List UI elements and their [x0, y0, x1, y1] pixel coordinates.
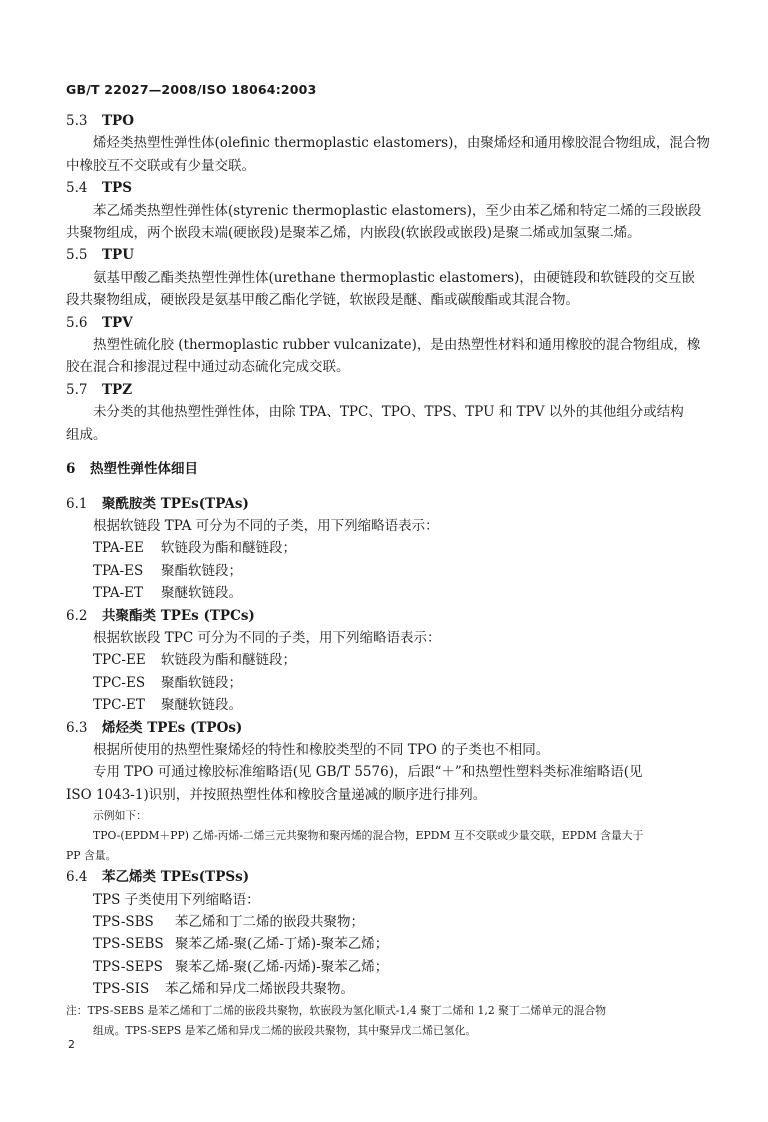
section-number: 5.3 [66, 113, 88, 129]
section-6-1-heading [66, 493, 698, 515]
abbreviation-item [66, 978, 698, 1000]
abbreviation: TPS-SEBS [93, 936, 164, 953]
abbreviation-item [66, 649, 698, 671]
abbreviation: TPS-SBS [93, 914, 154, 930]
abbreviation-item [66, 911, 698, 933]
abbreviation-description: 聚醚软链段。 [161, 585, 242, 602]
abbreviation-description: 软链段为酯和醚链段； [161, 652, 296, 669]
note-continuation: 组成。TPS-SEPS 是苯乙烯和异戊二烯的嵌段共聚物，其中聚异戊二烯已氢化。 [93, 1023, 477, 1037]
paragraph-line: 组成。 [66, 426, 107, 443]
spacer [66, 446, 698, 458]
paragraph-line: 烯烃类热塑性弹性体(olefinic thermoplastic elastomers)，由聚烯烃和通用橡胶混合物组成，混合物 [93, 135, 710, 152]
abbreviation-item [66, 933, 698, 955]
abbreviation-description: 聚苯乙烯-聚(乙烯-丁烯)-聚苯乙烯； [175, 936, 389, 953]
section-number: 6.3 [66, 719, 88, 736]
section-title: 烯烃类 TPEs (TPOs) [102, 719, 243, 736]
section-title: 共聚酯类 TPEs (TPCs) [102, 607, 255, 624]
paragraph-line: 专用 TPO 可通过橡胶标准缩略语(见 GB/T 5576)，后跟“＋”和热塑性塑料类标准缩略语(见 [93, 764, 643, 781]
section-title: 苯乙烯类 TPEs(TPSs) [102, 869, 250, 886]
page-content [66, 110, 710, 1041]
section-title: TPU [102, 247, 134, 264]
section-6-3-heading [66, 717, 698, 739]
abbreviation-description: 聚酯软链段； [161, 562, 242, 579]
paragraph-line: 根据软链段 TPA 可分为不同的子类，用下列缩略语表示： [93, 517, 439, 534]
section-5-5-heading [66, 244, 698, 266]
section-number: 6.1 [66, 495, 88, 512]
paragraph-line: 根据软嵌段 TPC 可分为不同的子类，用下列缩略语表示： [93, 629, 441, 646]
abbreviation-description: 苯乙烯和丁二烯的嵌段共聚物； [175, 914, 364, 930]
section-number: 5.5 [66, 247, 88, 264]
example-line: TPO-(EPDM＋PP) 乙烯-丙烯-二烯三元共聚物和聚丙烯的混合物，EPDM 互不交联或少量交联，EPDM 含量大于 [93, 829, 644, 843]
paragraph-line: 中橡胶互不交联或有少量交联。 [66, 157, 255, 174]
abbreviation-description: 软链段为酯和醚链段； [161, 540, 296, 557]
abbreviation-item [66, 672, 698, 694]
section-number: 5.4 [66, 180, 88, 197]
abbreviation: TPS-SEPS [93, 958, 163, 975]
document-header: GB/T 22027—2008/ISO 18064:2003 [66, 82, 317, 97]
note-line: 注：TPS-SEBS 是苯乙烯和丁二烯的嵌段共聚物，软嵌段为氢化顺式-1,4 聚丁二烯和 1,2 聚丁二烯单元的混合物 [66, 1003, 607, 1017]
abbreviation-item [66, 560, 698, 582]
abbreviation: TPS-SIS [93, 981, 150, 998]
paragraph-line: 共聚物组成，两个嵌段末端(硬嵌段)是聚苯乙烯，内嵌段(软嵌段或嵌段)是聚二烯或加氢聚二烯。 [66, 225, 641, 242]
chapter-title: 热塑性弹性体细目 [90, 461, 198, 478]
section-number: 5.7 [66, 381, 88, 398]
paragraph-line: 热塑性硫化胶 (thermoplastic rubber vulcanizate)，是由热塑性材料和通用橡胶的混合物组成，橡 [93, 337, 701, 354]
section-title: TPS [102, 180, 132, 197]
section-5-3-heading [66, 110, 698, 132]
section-number: 5.6 [66, 314, 88, 331]
section-5-6-heading [66, 312, 698, 334]
abbreviation-item [66, 956, 698, 978]
paragraph-line: 胶在混合和掺混过程中通过动态硫化完成交联。 [66, 359, 350, 376]
spacer [66, 481, 698, 493]
section-title: 聚酰胺类 TPEs(TPAs) [102, 495, 249, 512]
paragraph-line: ISO 1043-1)识别，并按照热塑性体和橡胶含量递减的顺序进行排列。 [66, 786, 487, 803]
chapter-number: 6 [66, 461, 76, 478]
paragraph-line: 苯乙烯类热塑性弹性体(styrenic thermoplastic elastomers)，至少由苯乙烯和特定二烯的三段嵌段 [93, 202, 702, 219]
chapter-6-heading [66, 458, 698, 480]
example-label: 示例如下： [93, 809, 147, 823]
example-line: PP 含量。 [66, 849, 117, 863]
abbreviation: TPA-ET [93, 585, 144, 602]
paragraph-line: 根据所使用的热塑性聚烯烃的特性和橡胶类型的不同 TPO 的子类也不相同。 [93, 741, 550, 758]
section-5-7-heading [66, 379, 698, 401]
paragraph-line: TPS 子类使用下列缩略语： [93, 891, 260, 908]
section-6-2-heading [66, 605, 698, 627]
abbreviation: TPC-ET [93, 697, 145, 714]
abbreviation: TPC-ES [93, 674, 146, 691]
abbreviation-description: 苯乙烯和异戊二烯嵌段共聚物。 [165, 981, 354, 998]
abbreviation-item [66, 537, 698, 559]
abbreviation-description: 聚酯软链段； [161, 674, 242, 691]
section-number: 6.4 [66, 869, 88, 886]
paragraph-line: 氨基甲酸乙酯类热塑性弹性体(urethane thermoplastic elastomers)，由硬链段和软链段的交互嵌 [93, 269, 695, 286]
abbreviation: TPC-EE [93, 652, 146, 669]
paragraph-line: 未分类的其他热塑性弹性体，由除 TPA、TPC、TPO、TPS、TPU 和 TPV 以外的其他组分或结构 [93, 404, 684, 421]
abbreviation: TPA-ES [93, 562, 144, 579]
abbreviation: TPA-EE [93, 540, 144, 557]
abbreviation-description: 聚苯乙烯-聚(乙烯-丙烯)-聚苯乙烯； [175, 958, 389, 975]
abbreviation-item [66, 694, 698, 716]
abbreviation-item [66, 582, 698, 604]
section-number: 6.2 [66, 607, 88, 624]
section-6-4-heading [66, 866, 698, 888]
section-title: TPO [102, 113, 134, 129]
page-number: 2 [68, 1038, 75, 1051]
section-title: TPV [102, 314, 133, 331]
paragraph-line: 段共聚物组成，硬嵌段是氨基甲酸乙酯化学链，软嵌段是醚、酯或碳酸酯或其混合物。 [66, 292, 579, 309]
section-title: TPZ [102, 381, 133, 398]
note-line [66, 1021, 698, 1041]
abbreviation-description: 聚醚软链段。 [161, 697, 242, 714]
section-5-4-heading [66, 177, 698, 199]
